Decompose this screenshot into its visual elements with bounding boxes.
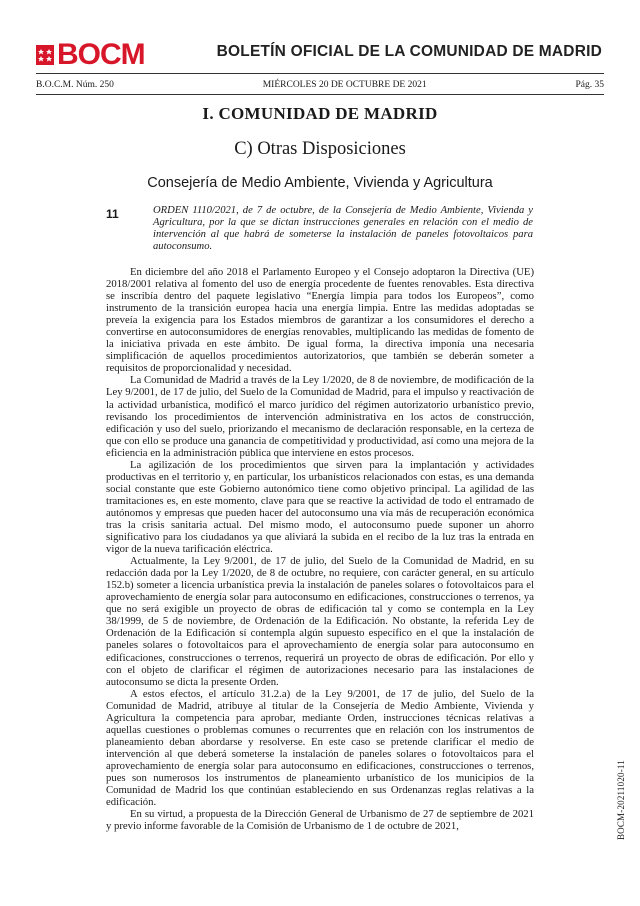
bulletin-title: BOLETÍN OFICIAL DE LA COMUNIDAD DE MADRID — [216, 43, 602, 60]
meta-divider — [36, 94, 604, 95]
order-title: ORDEN 1110/2021, de 7 de octubre, de la Consejería de Medio Ambiente, Vivienda y Agricultura, por la que se dictan instrucciones generales en relación con el medio de intervención al que habrá de someterse la instalación de paneles fotovoltaicos para autoconsumo. — [153, 205, 533, 252]
document-code: BOCM-20211020-11 — [616, 760, 626, 841]
section-heading: I. COMUNIDAD DE MADRID — [202, 104, 438, 123]
issue-number: B.O.C.M. Núm. 250 — [36, 80, 114, 90]
document-body — [106, 266, 534, 832]
paragraph: En su virtud, a propuesta de la Dirección General de Urbanismo de 27 de septiembre de 2021 y previo informe favorable de la Comisión de Urbanismo de 1 de octubre de 2021, — [106, 808, 534, 833]
logo-text: BOCM — [57, 38, 145, 71]
madrid-emblem-icon — [36, 45, 54, 65]
page-number: Pág. 35 — [575, 80, 604, 90]
paragraph: A estos efectos, el artículo 31.2.a) de la Ley 9/2001, de 17 de julio, del Suelo de la Comunidad de Madrid, atribuye al titular de la Consejería de Medio Ambiente, Vivienda y Agricultura la competencia para aprobar, mediante Orden, instrucciones técnicas relativas a aquellas cuestiones o problemas comunes o recurrentes que en relación con los instrumentos de planeamiento deban abordarse y resolverse. En este caso se pretende clarificar el medio de intervención al que deberá someterse la instalación de paneles solares o fotovoltaicos para el aprovechamiento de energía solar para autoconsumo en edificaciones, construcciones o terrenos, pues son numerosos los instrumentos de planeamiento urbanístico de los municipios de la Comunidad de Madrid los que continúan estableciendo en sus Ordenanzas reglas relativas a la edificación. — [106, 687, 534, 809]
subsection-heading: C) Otras Disposiciones — [234, 139, 406, 159]
paragraph: Actualmente, la Ley 9/2001, de 17 de julio, del Suelo de la Comunidad de Madrid, en su redacción dada por la Ley 1/2020, de 8 de octubre, no requiere, con carácter general, en su artículo 152.b) someter a licencia urbanística previa la instalación de paneles solares o fotovoltaicos para el aprovechamiento de energía solar para autoconsumo en edificaciones, construcciones o terrenos, ya que no será exigible un proyecto de obras de edificación tal y como se contempla en la Ley 38/1999, de 5 de noviembre, de Ordenación de la Edificación. No obstante, la referida Ley de Ordenación de la Edificación sí contempla algún supuesto específico en el que la instalación de paneles solares o fotovoltaicos para el aprovechamiento de energía solar para autoconsumo en edificaciones, construcciones o terrenos, requerirá un proyecto de obras de edificación. Por ello y con el objeto de clarificar el régimen de autorizaciones necesario para las instalaciones de autoconsumo se dicta la presente Orden. — [106, 555, 534, 688]
paragraph: La Comunidad de Madrid a través de la Ley 1/2020, de 8 de noviembre, de modificación de la Ley 9/2001, de 17 de julio, del Suelo de la Comunidad de Madrid, para el impulso y reactivación de la actividad urbanística, modificó el marco jurídico del régimen autorizatorio urbanístico previo, revisando los procedimientos de intervención administrativa en los actos de construcción, edificación y uso del suelo, priorizando el mecanismo de declaración responsable, en la certeza de que con ello se produce una ganancia de competitividad y productividad, así como una mejora de la eficiencia en la administración pública que interviene en estos procesos. — [106, 374, 534, 459]
issue-date: MIÉRCOLES 20 DE OCTUBRE DE 2021 — [262, 80, 427, 90]
issue-meta-bar — [36, 80, 604, 90]
paragraph: La agilización de los procedimientos que sirven para la implantación y actividades productivas en el territorio y, en particular, los urbanísticos relacionados con estas, es una demanda social constante que este Gobierno autonómico tiene como objetivo principal. La agilidad de las tramitaciones es, en este momento, clave para que se reactive la actividad de todo el entramado de autónomos y empresas que pueden hacer del autoconsumo una vía más de recuperación económica tras la crisis sanitaria actual. Del mismo modo, el autoconsumo puede suponer un ahorro significativo para los ciudadanos ya que aliviará la subida en el recibo de la luz tras la entrada en vigor de la nueva tarificación eléctrica. — [106, 458, 534, 556]
header-divider — [36, 73, 604, 74]
bocm-logo — [36, 40, 145, 70]
paragraph: En diciembre del año 2018 el Parlamento Europeo y el Consejo adoptaron la Directiva (UE) 2018/2001 relativa al fomento del uso de energía procedente de fuentes renovables. Esta directiva se inscribía dentro del paquete legislativo “Energía limpia para todos los Europeos”, como instrumento de la transición europea hacia una energía limpia. Entre las medidas adoptadas se preveía la exigencia para los Estados miembros de garantizar a los consumidores el derecho a convertirse en autoconsumidores de energías renovables, multiplicando las medidas de fomento de la iniciativa privada en este ámbito. De igual forma, la directiva imponía una necesaria simplificación de aquellos procedimientos autorizatorios, que también se deberán someter a requisitos de proporcionalidad y necesidad. — [106, 266, 534, 375]
order-number: 11 — [106, 207, 119, 221]
department-heading: Consejería de Medio Ambiente, Vivienda y Agricultura — [147, 175, 493, 191]
